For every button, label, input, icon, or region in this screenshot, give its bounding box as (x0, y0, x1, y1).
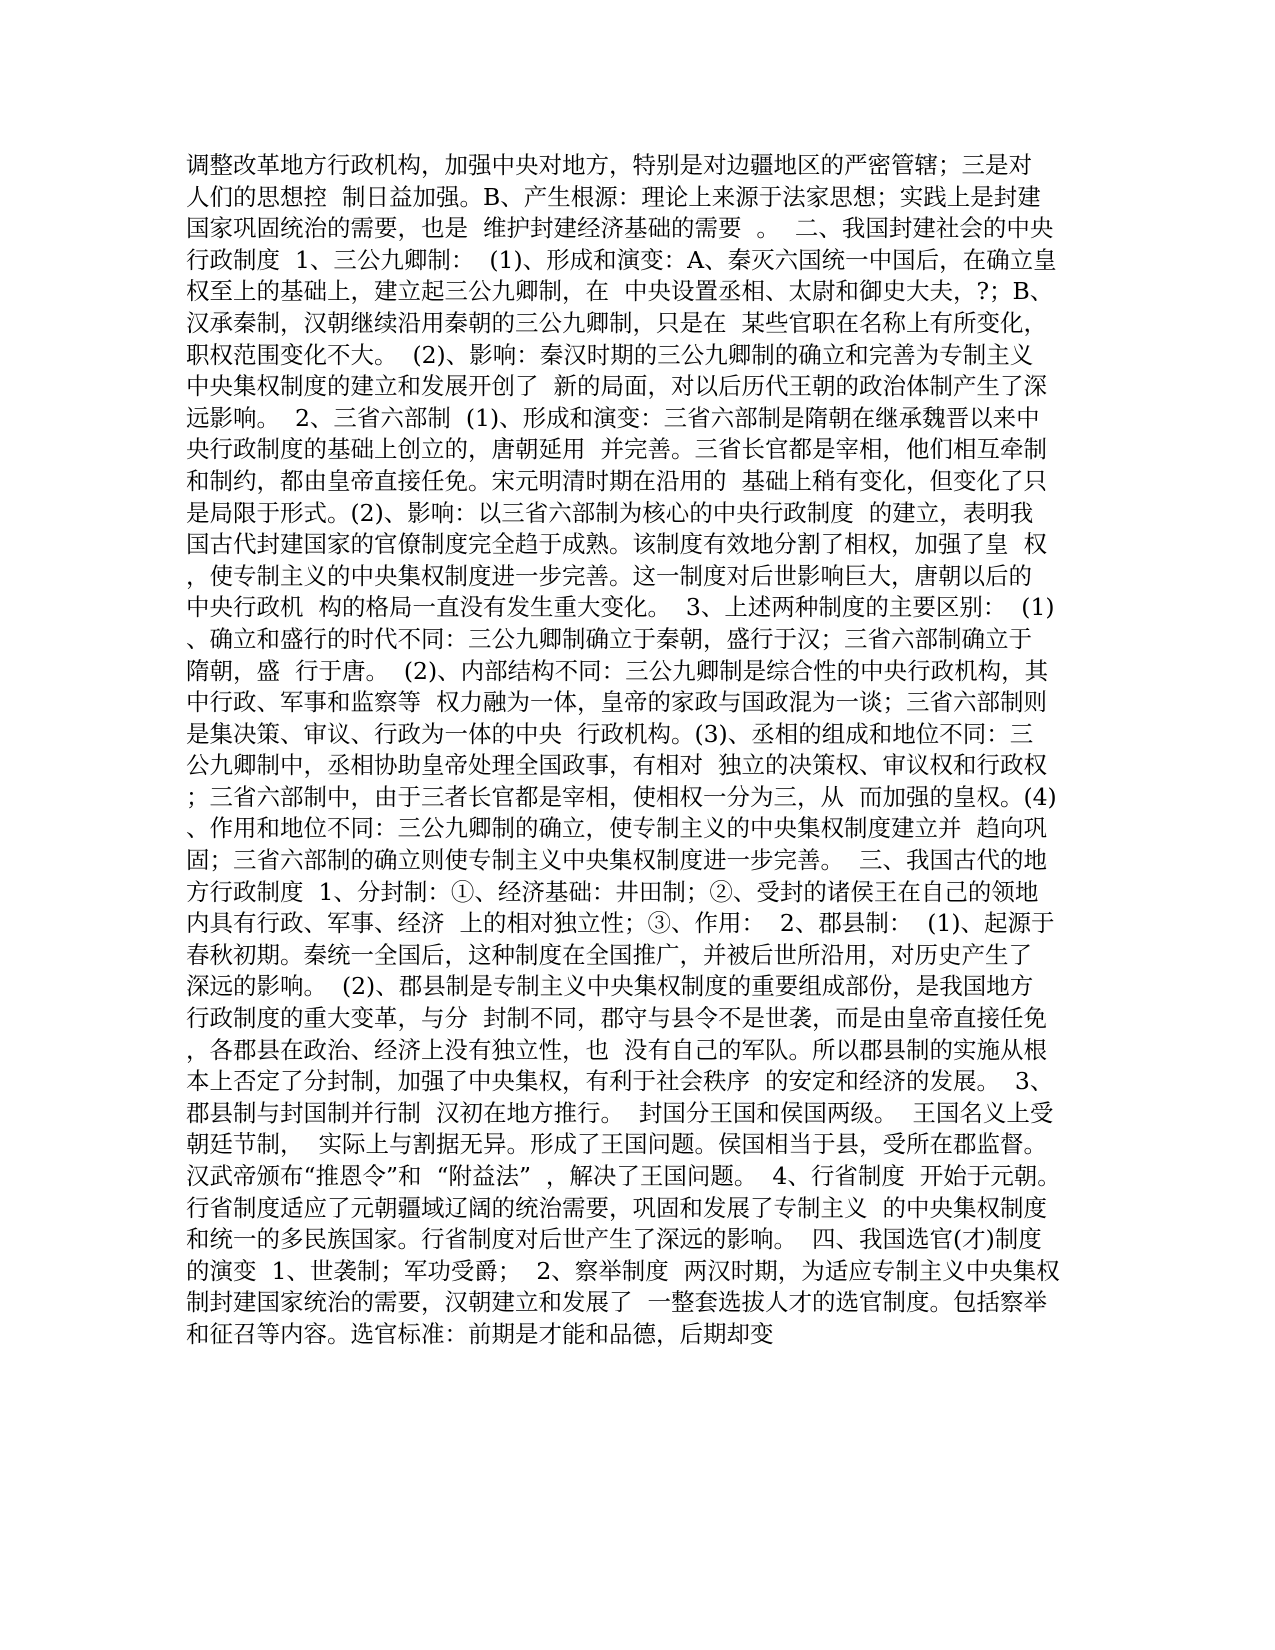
text-line: 行政制度的重大变革，与分 封制不同，郡守与县令不是世袭，而是由皇帝直接任免 (186, 1004, 1047, 1033)
text-line: ，各郡县在政治、经济上没有独立性，也 没有自己的军队。所以郡县制的实施从根 (186, 1035, 1047, 1064)
text-line: 固；三省六部制的确立则使专制主义中央集权制度进一步完善。 三、我国古代的地 (186, 846, 1047, 875)
text-line: 方行政制度 1、分封制：①、经济基础：井田制；②、受封的诸侯王在自己的领地 (186, 877, 1039, 906)
text-line: 朝廷节制， 实际上与割据无异。形成了王国问题。侯国相当于县，受所在郡监督。 (186, 1130, 1047, 1159)
text-line: 的演变 1、世袭制；军功受爵； 2、察举制度 两汉时期，为适应专制主义中央集权 (186, 1256, 1060, 1285)
text-line: 中央集权制度的建立和发展开创了 新的局面，对以后历代王朝的政治体制产生了深 (186, 372, 1047, 401)
text-line: ；三省六部制中，由于三者长官都是宰相，使相权一分为三，从 而加强的皇权。(4) (186, 782, 1057, 811)
text-line: 权至上的基础上，建立起三公九卿制，在 中央设置丞相、太尉和御史大夫，?；B、 (186, 277, 1054, 306)
text-line: 制封建国家统治的需要，汉朝建立和发展了 一整套选拔人才的选官制度。包括察举 (186, 1288, 1047, 1317)
text-line: 行政制度 1、三公九卿制： (1)、形成和演变：A、秦灭六国统一中国后，在确立皇 (186, 245, 1057, 274)
text-line: 和征召等内容。选官标准：前期是才能和品德，后期却变 (186, 1319, 774, 1348)
text-line: 郡县制与封国制并行制 汉初在地方推行。 封国分王国和侯国两级。 王国名义上受 (186, 1098, 1054, 1127)
text-line: 汉武帝颁布“推恩令”和 “附益法” ，解决了王国问题。 4、行省制度 开始于元朝。 (186, 1162, 1061, 1190)
text-line: 公九卿制中，丞相协助皇帝处理全国政事，有相对 独立的决策权、审议权和行政权 (186, 751, 1047, 780)
text-line: 内具有行政、军事、经济 上的相对独立性；③、作用： 2、郡县制： (1)、起源于 (186, 909, 1055, 938)
text-line: 和制约，都由皇帝直接任免。宋元明清时期在沿用的 基础上稍有变化，但变化了只 (186, 466, 1047, 495)
text-line: 本上否定了分封制，加强了中央集权，有利于社会秩序 的安定和经济的发展。 3、 (186, 1067, 1054, 1096)
text-line: 国古代封建国家的官僚制度完全趋于成熟。该制度有效地分割了相权，加强了皇 权 (186, 530, 1047, 559)
text-line: 央行政制度的基础上创立的，唐朝延用 并完善。三省长官都是宰相，他们相互牵制 (186, 435, 1047, 464)
text-line: 职权范围变化不大。 (2)、影响：秦汉时期的三公九卿制的确立和完善为专制主义 (186, 340, 1034, 369)
text-line: 是集决策、审议、行政为一体的中央 行政机构。(3)、丞相的组成和地位不同：三 (186, 719, 1034, 748)
body-text (186, 150, 1086, 1351)
text-line: 中行政、军事和监察等 权力融为一体，皇帝的家政与国政混为一谈；三省六部制则 (186, 688, 1047, 717)
text-line: 远影响。 2、三省六部制 (1)、形成和演变：三省六部制是隋朝在继承魏晋以来中 (186, 403, 1040, 432)
text-line: 春秋初期。秦统一全国后，这种制度在全国推广，并被后世所沿用，对历史产生了 (186, 940, 1032, 969)
text-line: 人们的思想控 制日益加强。B、产生根源：理论上来源于法家思想；实践上是封建 (186, 182, 1041, 211)
text-line: 、作用和地位不同：三公九卿制的确立，使专制主义的中央集权制度建立并 趋向巩 (186, 814, 1047, 843)
text-line: 、确立和盛行的时代不同：三公九卿制确立于秦朝，盛行于汉；三省六部制确立于 (186, 624, 1032, 653)
text-line: 和统一的多民族国家。行省制度对后世产生了深远的影响。 四、我国选官(才)制度 (186, 1225, 1042, 1254)
text-line: 隋朝，盛 行于唐。 (2)、内部结构不同：三公九卿制是综合性的中央行政机构，其 (186, 656, 1049, 685)
text-line: 是局限于形式。(2)、影响：以三省六部制为核心的中央行政制度 的建立，表明我 (186, 498, 1034, 527)
text-line: 国家巩固统治的需要，也是 维护封建经济基础的需要 。 二、我国封建社会的中央 (186, 214, 1054, 243)
text-line: 汉承秦制，汉朝继续沿用秦朝的三公九卿制，只是在 某些官职在名称上有所变化， (186, 308, 1047, 337)
text-line: ，使专制主义的中央集权制度进一步完善。这一制度对后世影响巨大，唐朝以后的 (186, 561, 1032, 590)
text-line: 中央行政机 构的格局一直没有发生重大变化。 3、上述两种制度的主要区别： (1) (186, 593, 1055, 622)
text-line: 深远的影响。 (2)、郡县制是专制主义中央集权制度的重要组成部份，是我国地方 (186, 972, 1034, 1001)
text-line: 调整改革地方行政机构，加强中央对地方，特别是对边疆地区的严密管辖；三是对 (186, 151, 1032, 179)
text-line: 行省制度适应了元朝疆域辽阔的统治需要，巩固和发展了专制主义 的中央集权制度 (186, 1193, 1047, 1222)
